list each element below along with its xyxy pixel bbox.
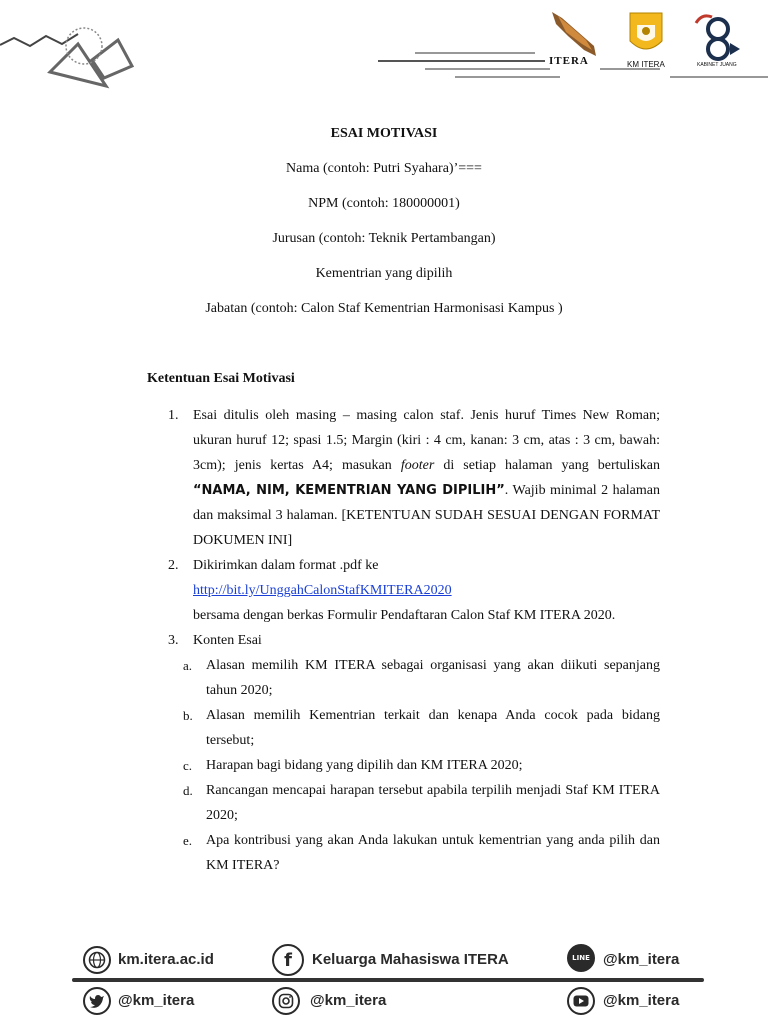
item-text: Dikirimkan dalam format .pdf ke	[193, 558, 379, 573]
list-number: 2.	[168, 558, 179, 573]
sub-item	[160, 653, 660, 703]
item-text: Konten Esai	[193, 633, 262, 648]
sub-item	[160, 778, 660, 828]
list-item	[160, 403, 660, 553]
youtube-icon	[567, 987, 595, 1015]
sub-number: d.	[183, 783, 193, 798]
field-jurusan: Jurusan (contoh: Teknik Pertambangan)	[272, 231, 496, 246]
twitter-icon	[83, 987, 111, 1015]
sub-text: Alasan memilih KM ITERA sebagai organisasi yang akan diikuti sepanjang tahun 2020;	[206, 658, 660, 698]
sub-item	[160, 753, 660, 778]
footer-youtube[interactable]: @km_itera	[603, 992, 680, 1009]
item-bold: “NAMA, NIM, KEMENTRIAN YANG DIPILIH”	[193, 483, 505, 498]
list-number: 3.	[168, 633, 179, 648]
itera-logo-text: ITERA	[549, 55, 589, 67]
sub-item	[160, 703, 660, 753]
sub-item	[160, 828, 660, 878]
item-text: Esai ditulis oleh masing – masing calon staf. Jenis huruf Times New Roman; ukuran huruf 12; spasi 1.5; Margin (kiri : 4 cm, kanan: 3 cm, atas : 3 cm, bawah: 3cm); jenis kertas A4; masukan	[193, 408, 660, 473]
field-npm: NPM (contoh: 180000001)	[308, 196, 460, 211]
list-item	[160, 628, 660, 653]
item-text: . Wajib minimal 2 halaman dan maksimal 3 halaman. [KETENTUAN SUDAH SESUAI DENGAN FORMAT DOKUMEN INI]	[193, 483, 660, 548]
sub-number: b.	[183, 708, 193, 723]
facebook-icon: f	[272, 944, 304, 976]
footer-facebook[interactable]: Keluarga Mahasiswa ITERA	[312, 951, 509, 968]
list-number: 1.	[168, 408, 179, 423]
km-itera-logo-text: KM ITERA	[627, 60, 665, 69]
footer-line[interactable]: @km_itera	[603, 951, 680, 968]
sub-number: a.	[183, 658, 193, 673]
footer-divider	[72, 978, 704, 982]
km-itera-logo	[627, 11, 665, 59]
field-kementrian: Kementrian yang dipilih	[315, 266, 453, 281]
footer-twitter[interactable]: @km_itera	[118, 992, 195, 1009]
item-text: di setiap halaman yang bertuliskan	[434, 458, 660, 473]
sub-text: Rancangan mencapai harapan tersebut apabila terpilih menjadi Staf KM ITERA 2020;	[206, 783, 660, 823]
instagram-icon	[272, 987, 300, 1015]
footer-instagram[interactable]: @km_itera	[310, 992, 387, 1009]
globe-icon	[83, 946, 111, 974]
item-text: bersama dengan berkas Formulir Pendaftaran Calon Staf KM ITERA 2020.	[193, 608, 616, 623]
list-item	[160, 553, 660, 628]
upload-link[interactable]: http://bit.ly/UnggahCalonStafKMITERA2020	[193, 583, 452, 598]
field-jabatan: Jabatan (contoh: Calon Staf Kementrian Harmonisasi Kampus )	[205, 301, 563, 316]
sub-text: Apa kontribusi yang akan Anda lakukan untuk kementrian yang anda pilih dan KM ITERA?	[206, 833, 660, 873]
sub-text: Alasan memilih Kementrian terkait dan kenapa Anda cocok pada bidang tersebut;	[206, 708, 660, 748]
sub-number: e.	[183, 833, 193, 848]
field-nama: Nama (contoh: Putri Syahara)’===	[286, 161, 482, 176]
kabinet-logo	[692, 13, 744, 61]
requirements-list	[160, 403, 660, 878]
section-title: Ketentuan Esai Motivasi	[147, 371, 295, 386]
sub-number: c.	[183, 758, 193, 773]
kabinet-logo-text: KABINET JUANG	[697, 62, 737, 68]
itera-logo	[548, 10, 600, 58]
line-icon: LINE	[567, 944, 595, 972]
item-italic: footer	[400, 458, 435, 473]
sub-text: Harapan bagi bidang yang dipilih dan KM ITERA 2020;	[206, 758, 523, 773]
footer-website[interactable]: km.itera.ac.id	[118, 951, 214, 968]
doc-title: ESAI MOTIVASI	[330, 126, 438, 141]
